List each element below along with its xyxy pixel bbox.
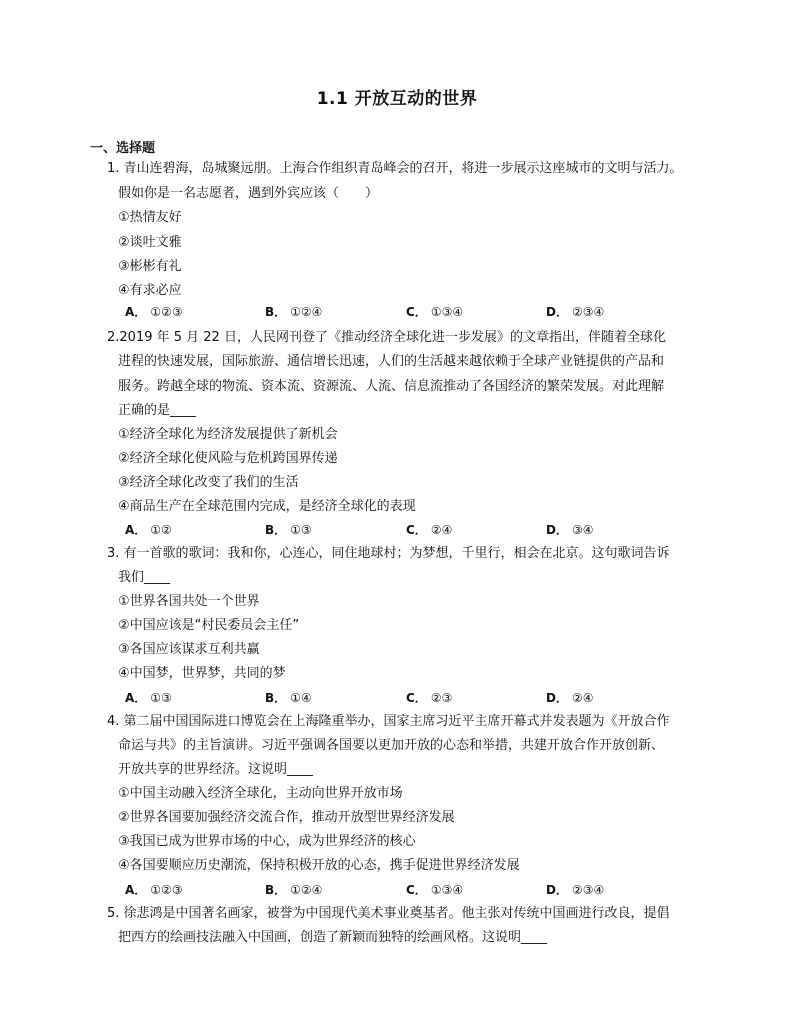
question-number: 3.	[107, 546, 120, 561]
question-2-line-2: 进程的快速发展，国际旅游、通信增长迅速，人们的生活越来越依赖于全球产业链提供的产品和	[118, 354, 665, 369]
choice-d: D． ②③④	[546, 883, 605, 897]
question-2-line-3: 服务。跨越全球的物流、资本流、资源流、人流、信息流推动了各国经济的繁荣发展。对此理解	[118, 379, 665, 394]
question-3-line-2: 我们____	[118, 570, 171, 585]
choice-a: A． ①③	[125, 691, 172, 705]
question-item: ③各国应该谋求互利共赢	[118, 642, 260, 657]
question-item: ④中国梦，世界梦，共同的梦	[118, 666, 286, 681]
question-item: ③经济全球化改变了我们的生活	[118, 475, 299, 490]
choice-c: C． ②③	[406, 691, 453, 705]
question-item: ①经济全球化为经济发展提供了新机会	[118, 427, 338, 442]
question-number: 4.	[107, 714, 120, 729]
question-item: ②中国应该是“村民委员会主任”	[118, 618, 300, 633]
choice-b: B． ①②④	[265, 883, 323, 897]
question-2-line-4: 正确的是____	[118, 403, 197, 418]
question-item: ②经济全球化使风险与危机跨国界传递	[118, 451, 338, 466]
choice-b: B． ①③	[265, 523, 312, 537]
question-stem-text: 青山连碧海，岛城聚远朋。上海合作组织青岛峰会的召开，将进一步展示这座城市的文明与活力。	[123, 161, 683, 176]
choice-a: A． ①②③	[125, 883, 183, 897]
question-5-line-2: 把西方的绘画技法融入中国画，创造了新颖而独特的绘画风格。这说明____	[118, 930, 548, 945]
question-1-line-1	[107, 161, 683, 177]
question-1-line-2: 假如你是一名志愿者，遇到外宾应该（ ）	[118, 186, 379, 201]
choice-d: D． ②④	[546, 691, 594, 705]
choice-b: B． ①④	[265, 691, 312, 705]
question-4-line-1	[107, 714, 670, 730]
choice-b: B． ①②④	[265, 305, 323, 319]
choice-c: C． ②④	[406, 523, 453, 537]
question-5-line-1	[107, 906, 670, 922]
question-number: 5.	[107, 906, 120, 921]
section-heading: 一、选择题	[90, 141, 156, 156]
question-number: 2.	[107, 330, 120, 345]
question-3-line-1	[107, 546, 670, 562]
question-item: ④各国要顺应历史潮流，保持积极开放的心态，携手促进世界经济发展	[118, 858, 520, 873]
choice-d: D． ③④	[546, 523, 594, 537]
choice-a: A． ①②	[125, 523, 172, 537]
question-item: ①热情友好	[118, 210, 182, 225]
question-item: ①世界各国共处一个世界	[118, 594, 260, 609]
question-item: ③彬彬有礼	[118, 259, 182, 274]
question-number: 1.	[107, 161, 120, 176]
question-4-line-2: 命运与共》的主旨演讲。习近平强调各国要以更加开放的心态和举措，共建开放合作开放创新、	[118, 738, 665, 753]
question-item: ①中国主动融入经济全球化，主动向世界开放市场	[118, 786, 403, 801]
question-item: ②世界各国要加强经济交流合作，推动开放型世界经济发展	[118, 810, 455, 825]
question-stem-text: 2019 年 5 月 22 日，人民网刊登了《推动经济全球化进一步发展》的文章指出，伴随着全球化	[119, 330, 666, 345]
question-2-line-1	[107, 330, 666, 346]
choice-c: C． ①③④	[406, 883, 464, 897]
question-4-line-3: 开放共享的世界经济。这说明____	[118, 762, 314, 777]
choice-a: A． ①②③	[125, 305, 183, 319]
choice-d: D． ②③④	[546, 305, 605, 319]
page-title: 1.1 开放互动的世界	[316, 89, 478, 109]
question-stem-text: 有一首歌的歌词：我和你，心连心，同住地球村；为梦想，千里行，相会在北京。这句歌词告诉	[123, 546, 670, 561]
question-item: ②谈吐文雅	[118, 235, 182, 250]
question-stem-text: 第二届中国国际进口博览会在上海隆重举办，国家主席习近平主席开幕式并发表题为《开放合作	[123, 714, 670, 729]
question-item: ③我国已成为世界市场的中心，成为世界经济的核心	[118, 834, 416, 849]
question-item: ④商品生产在全球范围内完成，是经济全球化的表现	[118, 499, 416, 514]
question-stem-text: 徐悲鸿是中国著名画家，被誉为中国现代美术事业奠基者。他主张对传统中国画进行改良，提倡	[123, 906, 670, 921]
choice-c: C． ①③④	[406, 305, 464, 319]
question-item: ④有求必应	[118, 283, 182, 298]
